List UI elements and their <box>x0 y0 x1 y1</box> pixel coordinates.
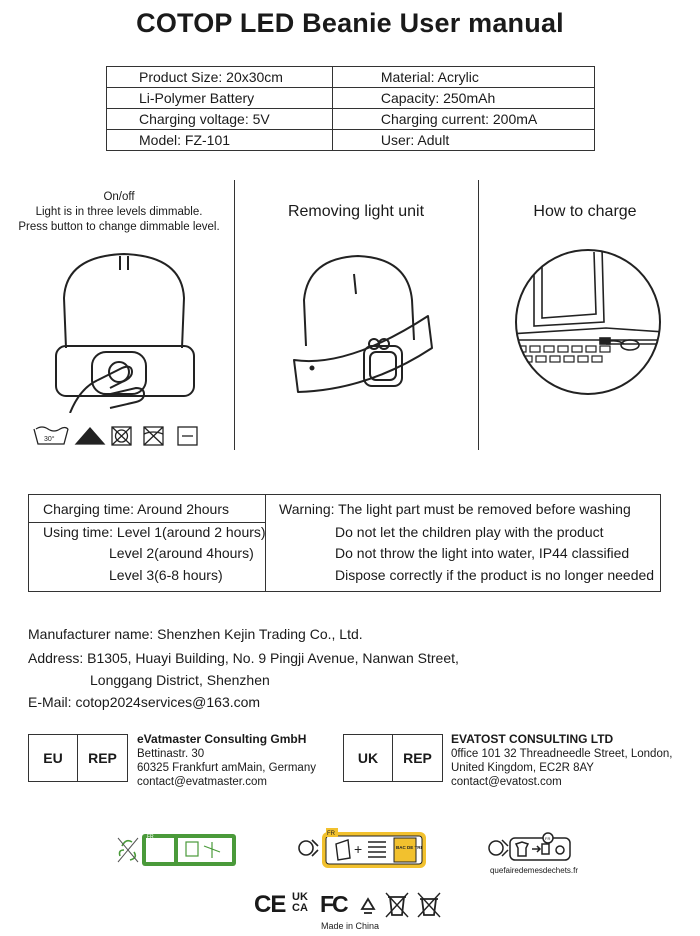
spec-cell: Capacity: 250mAh <box>332 88 594 109</box>
warning-line: Dispose correctly if the product is no longer needed <box>335 567 655 583</box>
manufacturer-email: E-Mail: cotop2024services@163.com <box>28 694 261 710</box>
charging-laptop-illustration <box>514 248 662 396</box>
svg-text:30°: 30° <box>44 436 55 443</box>
eu-label: EU <box>43 750 63 766</box>
usage-warning-box <box>28 494 661 592</box>
plus-sign: + <box>354 841 363 857</box>
made-in: Made in China <box>320 921 380 931</box>
uk-rep-company: EVATOST CONSULTING LTD <box>451 732 614 746</box>
warning-line: Do not throw the light into water, IP44 classified <box>335 545 630 561</box>
warning-line: Do not let the children play with the product <box>335 524 604 540</box>
spec-row <box>107 109 595 130</box>
triman-repair-logo <box>116 832 238 870</box>
no-fire-bin-icon <box>418 893 440 917</box>
dry-flat-icon <box>178 427 197 445</box>
svg-text:BAC DE TRI: BAC DE TRI <box>396 845 422 850</box>
spec-cell: Charging current: 200mA <box>332 109 594 130</box>
svg-text:FR: FR <box>147 834 154 840</box>
fcc-mark: FC <box>320 891 347 917</box>
ukca-mark: UK CA <box>292 891 308 914</box>
charging-time: Charging time: Around 2hours <box>43 501 229 517</box>
uk-rep-email: contact@evatost.com <box>451 776 562 788</box>
eu-rep-line: 60325 Frankfurt amMain, Germany <box>137 762 316 774</box>
eu-rep-company: eVatmaster Consulting GmbH <box>137 732 307 746</box>
eu-rep-address <box>137 732 316 789</box>
rep-label: REP <box>88 750 117 766</box>
spec-row <box>107 130 595 151</box>
spec-row <box>107 67 595 88</box>
using-time: Using time: Level 1(around 2 hours) <box>43 524 266 540</box>
svg-text:FR: FR <box>327 831 335 837</box>
onoff-line: Light is in three levels dimmable. <box>35 206 203 218</box>
onoff-title: On/off <box>103 191 135 203</box>
triman-icon <box>299 840 318 856</box>
remove-light-illustration <box>288 250 448 400</box>
manufacturer-address-line2: Longgang District, Shenzhen <box>90 672 270 688</box>
panel-divider <box>478 180 479 450</box>
no-dry-clean-icon <box>144 427 163 445</box>
spec-cell: Product Size: 20x30cm <box>107 67 333 88</box>
recycle-triman-icon <box>118 838 138 862</box>
spec-cell: Charging voltage: 5V <box>107 109 333 130</box>
page-title: COTOP LED Beanie User manual <box>136 8 564 38</box>
how-to-charge-caption: How to charge <box>533 203 637 220</box>
spec-cell: Model: FZ-101 <box>107 130 333 151</box>
no-tumble-dry-icon <box>112 427 131 445</box>
removing-light-caption: Removing light unit <box>287 203 425 220</box>
manufacturer-name: Manufacturer name: Shenzhen Kejin Trading Co., Ltd. <box>28 626 363 642</box>
eu-rep-email: contact@evatmaster.com <box>137 776 267 788</box>
rep-label: REP <box>403 750 432 766</box>
recycle-icon <box>362 899 374 913</box>
onoff-line: Press button to change dimmable level. <box>18 221 220 233</box>
spec-cell: Material: Acrylic <box>332 67 594 88</box>
quefaire-logo <box>486 832 574 862</box>
ce-mark: CE <box>254 891 286 918</box>
uk-label: UK <box>357 750 379 766</box>
spec-cell: User: Adult <box>332 130 594 151</box>
using-time-level2: Level 2(around 4hours) <box>109 545 254 561</box>
spec-table <box>106 66 595 151</box>
care-symbols <box>32 424 210 448</box>
weee-bin-icon <box>386 893 408 917</box>
box-divider <box>265 495 266 591</box>
svg-text:FR: FR <box>545 836 551 841</box>
uk-rep-line: United Kingdom, EC2R 8AY <box>451 762 594 774</box>
triman-sorting-logo <box>296 826 430 872</box>
eu-rep-line: Bettinastr. 30 <box>137 748 205 760</box>
spec-row <box>107 88 595 109</box>
cert-marks <box>254 891 454 921</box>
warning-line: Warning: The light part must be removed before washing <box>279 501 631 517</box>
wash-30-icon <box>34 427 68 444</box>
beanie-press-illustration <box>40 248 210 413</box>
no-bleach-icon <box>76 428 104 444</box>
quefaire-site: quefairedemesdechets.fr <box>489 866 579 875</box>
uk-rep-address <box>451 732 672 789</box>
onoff-instructions <box>0 190 238 235</box>
eu-rep-badge <box>28 734 128 782</box>
uk-rep-badge <box>343 734 443 782</box>
using-time-level3: Level 3(6-8 hours) <box>109 567 223 583</box>
row-divider <box>29 522 265 523</box>
spec-cell: Li-Polymer Battery <box>107 88 333 109</box>
manufacturer-address: Address: B1305, Huayi Building, No. 9 Pingji Avenue, Nanwan Street, <box>28 650 459 666</box>
uk-rep-line: 0ffice 101 32 Threadneedle Street, London, <box>451 748 673 760</box>
